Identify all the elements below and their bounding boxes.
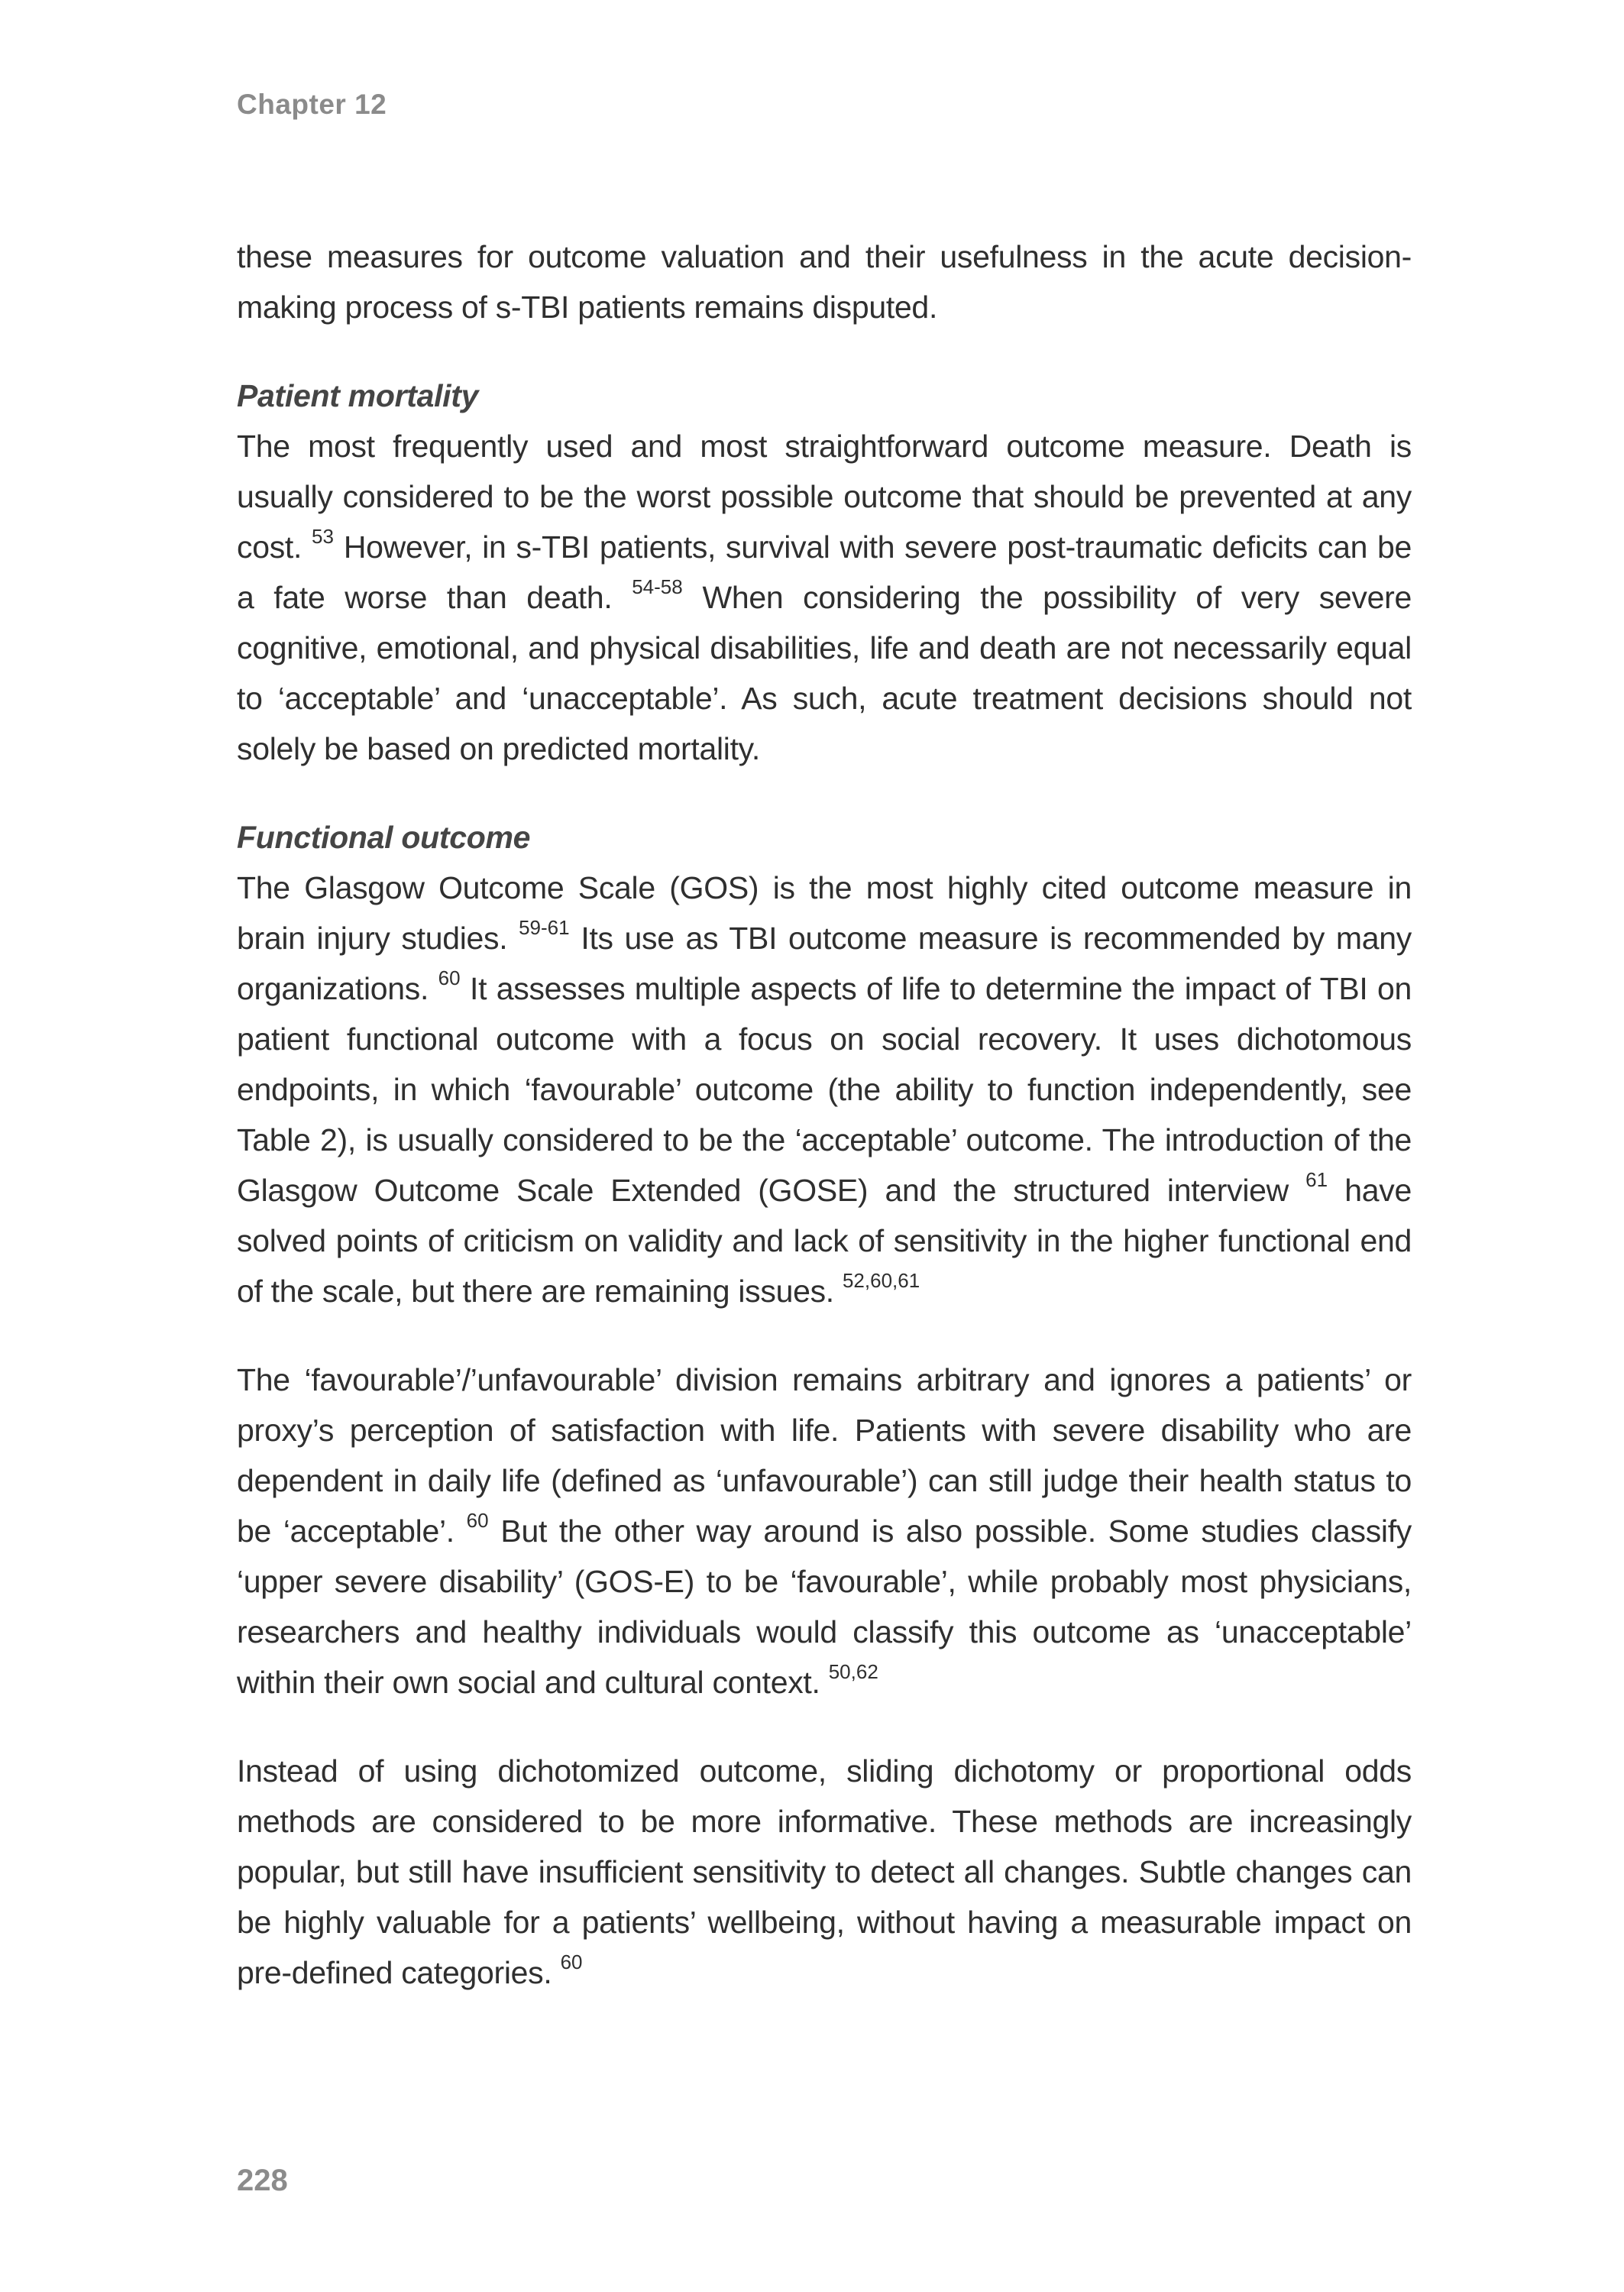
page-number: 228 <box>237 2164 288 2197</box>
citation-reference: 54-58 <box>632 575 683 599</box>
citation-reference: 53 <box>312 525 334 549</box>
body-paragraph: Instead of using dichotomized outcome, sliding dichotomy or proportional odds methods are considered to be more informative. These methods are increasingly popular, but still have insufficient sensitivity to detect all changes. Subtle changes can be highly valuable for a patients’ wellbeing, without having a measurable impact on pre-defined categories. $^{60}$ <box>237 1753 1412 1990</box>
section-heading: Patient mortality <box>237 378 479 413</box>
citation-reference: 60 <box>560 1950 583 1974</box>
body-paragraph: The Glasgow Outcome Scale (GOS) is the most highly cited outcome measure in brain injury studies. $^{59-61}$ Its use as TBI outcome measure is recommended by many organizations. $^{60}$ It assesses multiple aspects of life to determine the impact of TBI on patient functional outcome with a focus on social recovery. It uses dichotomous endpoints, in which ‘favourable’ outcome (the ability to function independently, see Table 2), is usually considered to be the ‘acceptable’ outcome. The introduction of the Glasgow Outcome Scale Extended (GOSE) and the structured interview $^{61}$ have solved points of criticism on validity and lack of sensitivity in the higher functional end of the scale, but there are remaining issues. $^{52,60,61}$ <box>237 870 1412 1309</box>
citation-reference: 61 <box>1305 1168 1328 1192</box>
citation-reference: 60 <box>438 966 461 990</box>
citation-reference: 60 <box>466 1509 489 1533</box>
page-body <box>237 231 1412 1998</box>
body-paragraph: The ‘favourable’/’unfavourable’ division remains arbitrary and ignores a patients’ or proxy’s perception of satisfaction with life. Patients with severe disability who are dependent in daily life (defined as ‘unfavourable’) can still judge their health status to be ‘acceptable’. $^{60}$ But the other way around is also possible. Some studies classify ‘upper severe disability’ (GOS-E) to be ‘favourable’, while probably most physicians, researchers and healthy individuals would classify this outcome as ‘unacceptable’ within their own social and cultural context. $^{50,62}$ <box>237 1362 1412 1700</box>
section-heading: Functional outcome <box>237 820 531 855</box>
citation-reference: 52,60,61 <box>842 1269 920 1293</box>
body-paragraph: these measures for outcome valuation and their usefulness in the acute decision-making process of s-TBI patients remains disputed. <box>237 239 1412 325</box>
body-paragraph: The most frequently used and most straightforward outcome measure. Death is usually considered to be the worst possible outcome that should be prevented at any cost. $^{53}$ However, in s-TBI patients, survival with severe post-traumatic deficits can be a fate worse than death. $^{54-58}$ When considering the possibility of very severe cognitive, emotional, and physical disabilities, life and death are not necessarily equal to ‘acceptable’ and ‘unacceptable’. As such, acute treatment decisions should not solely be based on predicted mortality. <box>237 429 1412 766</box>
citation-reference: 59-61 <box>519 916 570 940</box>
chapter-header: Chapter 12 <box>237 89 387 120</box>
citation-reference: 50,62 <box>828 1660 878 1684</box>
